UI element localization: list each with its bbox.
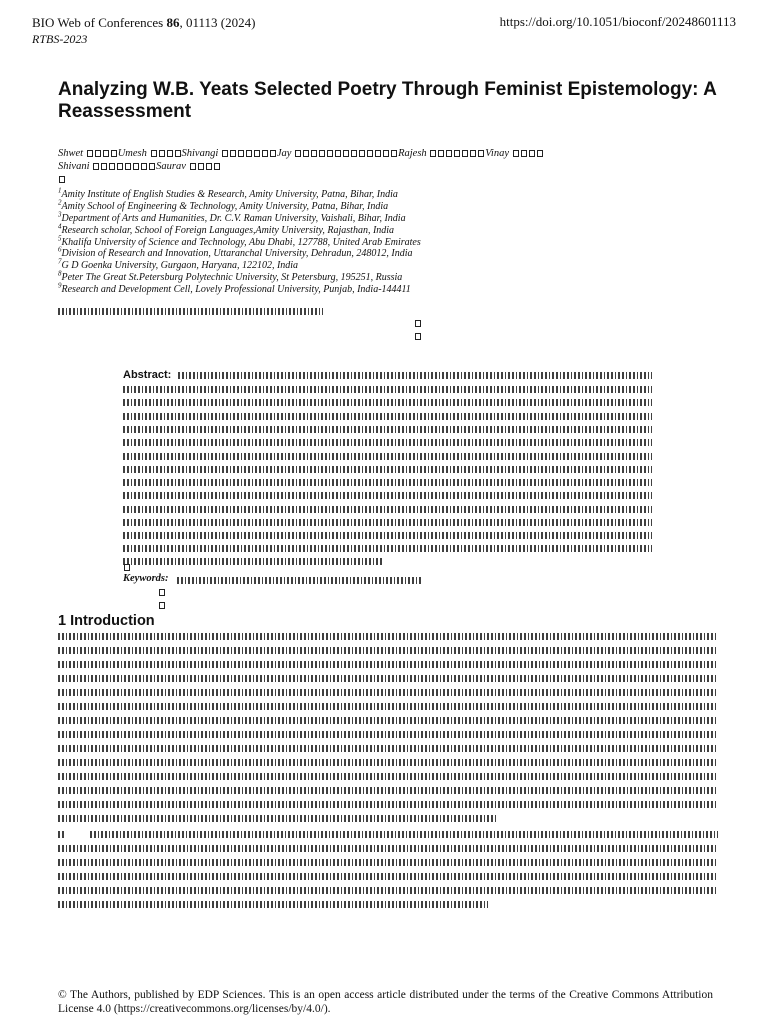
affiliation-item: $^8$Peter The Great St.Petersburg Polytechnic University, St Petersburg, 195251, Russia [58,269,403,284]
abstract-label: Abstract: [123,369,172,381]
author-name: Jay [276,148,292,159]
author-name: Saurav [156,161,186,172]
missing-glyph [415,333,421,340]
affiliation-item: $^2$Amity School of Engineering & Technology, Amity University, Patna, Bihar, India [58,198,389,212]
journal-citation [32,14,255,31]
missing-glyph [159,589,165,596]
missing-glyph [159,602,165,609]
missing-glyph [415,320,421,327]
author-name: Umesh [117,148,147,159]
keywords-list [177,577,422,584]
section-heading-introduction: 1 Introduction [58,613,155,629]
author-name: Shivangi [181,148,219,159]
affiliation-item: $^6$Division of Research and Innovation, Uttaranchal University, Dehradun, 248012, India [58,246,413,260]
conference-series: RTBS-2023 [32,32,88,46]
affiliation-item: $^9$Research and Development Cell, Lovely Professional University, Punjab, India-144411 [58,281,411,296]
paper-title: Analyzing W.B. Yeats Selected Poetry Through Feminist Epistemology: A Reassessment [58,79,717,122]
author-list [58,147,738,186]
author-name: Vinay [485,148,510,159]
affiliation-item: $^3$Department of Arts and Humanities, Dr. C.V. Raman University, Vaishali, Bihar, India [58,210,406,224]
author-name: Shwet [58,148,84,159]
keywords-label: Keywords: [123,573,169,584]
journal-volume: 86 [166,15,180,30]
article-number: , 01113 (2024) [179,15,256,30]
author-name: Rajesh [398,148,427,159]
affiliation-list [58,186,738,296]
license-footer: © The Authors, published by EDP Sciences. This is an open access article distributed under the terms of the Creative Commons Attribution License 4.0 (https://creativecommons.org/licenses/by/4.0/). [58,989,713,1015]
journal-name: BIO Web of Conferences [32,15,167,30]
running-header-left [32,14,255,48]
corresponding-author-line [58,308,323,315]
affiliation-item: $^7$G D Goenka University, Gurgaon, Haryana, 122102, India [58,258,299,272]
affiliation-item: $^5$Khalifa University of Science and Technology, Abu Dhabi, 127788, United Arab Emirates [58,234,421,248]
affiliation-item: $^4$Research scholar, School of Foreign Languages,Amity University, Rajasthan, India [58,222,395,236]
doi-link[interactable]: https://doi.org/10.1051/bioconf/20248601113 [499,14,736,29]
affiliation-item: $^1$Amity Institute of English Studies & Research, Amity University, Patna, Bihar, India [58,186,398,200]
author-name: Shivani [58,161,90,172]
